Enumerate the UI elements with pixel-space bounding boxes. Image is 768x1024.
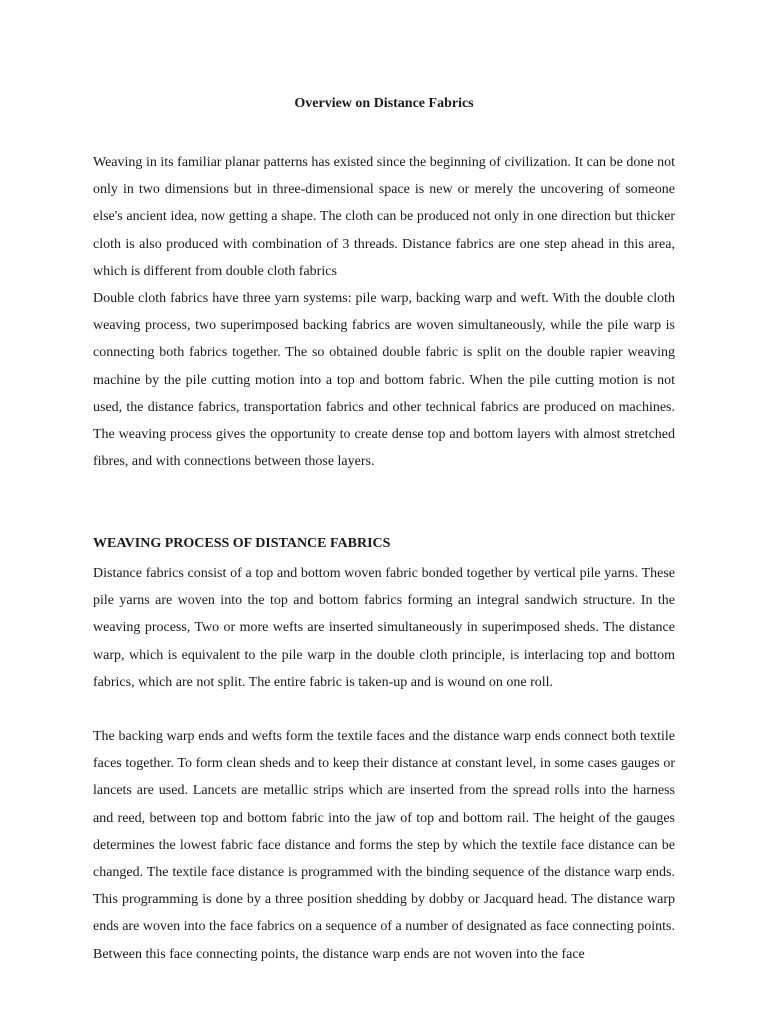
section-paragraph-2: The backing warp ends and wefts form the textile faces and the distance warp ends connect both textile faces together. To form clean sheds and to keep their distance at constant level, in some cases gauges or lancets are used. Lancets are metallic strips which are inserted from the spread rolls into the harness and reed, between top and bottom fabric into the jaw of top and bottom rail. The height of the gauges determines the lowest fabric face distance and forms the step by which the textile face distance can be changed. The textile face distance is programmed with the binding sequence of the distance warp ends. This programming is done by a three position shedding by dobby or Jacquard head. The distance warp ends are woven into the face fabrics on a sequence of a number of designated as face connecting points. Between this face connecting points, the distance warp ends are not woven into the face — [93, 729, 675, 962]
section-heading: WEAVING PROCESS OF DISTANCE FABRICS — [93, 536, 391, 551]
double-cloth-paragraph: Double cloth fabrics have three yarn systems: pile warp, backing warp and weft. With the double cloth weaving process, two superimposed backing fabrics are woven simultaneously, while the pile warp is connecting both fabrics together. The so obtained double fabric is split on the double rapier weaving machine by the pile cutting motion into a top and bottom fabric. When the pile cutting motion is not used, the distance fabrics, transportation fabrics and other technical fabrics are produced on machines. The weaving process gives the opportunity to create dense top and bottom layers with almost stretched fibres, and with connections between those layers. — [93, 291, 675, 470]
intro-paragraph: Weaving in its familiar planar patterns has existed since the beginning of civilization. It can be done not only in two dimensions but in three-dimensional space is new or merely the uncovering of someone else's ancient idea, now getting a shape. The cloth can be produced not only in one direction but thicker cloth is also produced with combination of 3 threads. Distance fabrics are one step ahead in this area, which is different from double cloth fabrics — [93, 155, 675, 279]
section-paragraph-1: Distance fabrics consist of a top and bottom woven fabric bonded together by vertical pile yarns. These pile yarns are woven into the top and bottom fabrics forming an integral sandwich structure. In the weaving process, Two or more wefts are inserted simultaneously in superimposed sheds. The distance warp, which is equivalent to the pile warp in the double cloth principle, is interlacing top and bottom fabrics, which are not split. The entire fabric is taken-up and is wound on one roll. — [93, 566, 675, 690]
page-title: Overview on Distance Fabrics — [294, 96, 474, 111]
